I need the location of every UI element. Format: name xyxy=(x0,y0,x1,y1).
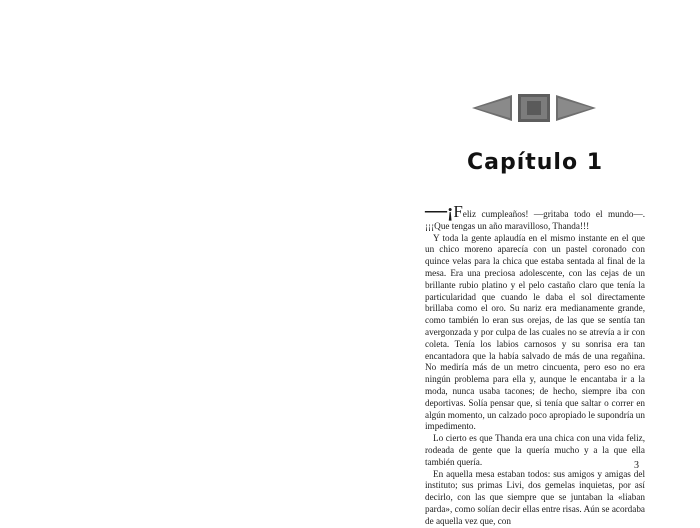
drop-letter: F xyxy=(453,202,463,221)
paragraph: Y toda la gente aplaudía en el mismo instante en el que un chico moreno aparecía con un pastel coronado con quince velas para la chica que estaba sentada al final de la mesa. Era una preciosa adolescente, con las cejas de un brillante rubio platino y el pelo castaño claro que tenía la particularidad que cuando le daba el sol directamente brillaba como el oro. Su nariz era medianamente grande, como también lo eran sus orejas, de las que se sentía tan avergonzada y por culpa de las cuales no se atrevía a ir con coleta. Tenía los labios carnosos y su sonrisa era tan encantadora que la había salvado de más de una regañina. No mediría más de un metro cincuenta, pero eso no era ningún problema para ella y, aunque le encantaba ir a la moda, nunca usaba tacones; de hecho, siempre iba con deportivas. Solía pensar que, si tenía que saltar o correr en algún momento, un calzado poco apropiado le supondría un impedimento. xyxy=(425,232,645,432)
page-number: 3 xyxy=(634,460,639,471)
left-page-blank xyxy=(0,0,350,490)
paragraph: En aquella mesa estaban todos: sus amigos y amigas del instituto; sus primas Livi, dos gemelas inquietas, por así decirlo, con las que siempre que se juntaban la «liaban parda», como solían decir ellas entre risas. Aún se acordaba de aquella vez que, con xyxy=(425,468,645,526)
opening-exclamation: ¡ xyxy=(447,201,454,222)
chapter-ornament-icon xyxy=(472,93,596,123)
opening-line-text: eliz cumpleaños! —gritaba todo el mundo—. ¡¡¡Que tengas un año maravilloso, Thanda!!! xyxy=(425,209,645,231)
opening-paragraph xyxy=(425,197,645,233)
chapter-title: Capítulo 1 xyxy=(466,150,604,175)
paragraph: Lo cierto es que Thanda era una chica con una vida feliz, rodeada de gente que la quería mucho y a la que ella también quería. xyxy=(425,433,645,467)
chapter-body xyxy=(425,197,645,528)
opening-dash: — xyxy=(425,197,447,222)
